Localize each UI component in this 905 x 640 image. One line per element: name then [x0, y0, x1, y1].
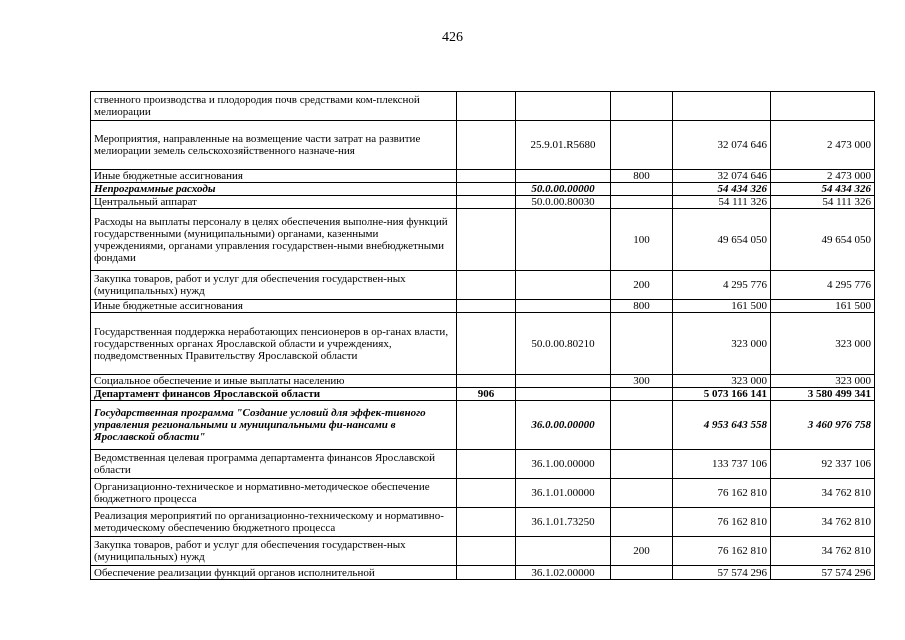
row-amount-2: 34 762 810 [771, 508, 875, 537]
row-name: Расходы на выплаты персоналу в целях обеспечения выполне-ния функций государственными (муниципальными) органами, казенными учреждениями, органами управления государствен-ными внебюджетными фондами [91, 209, 457, 271]
row-gr-code [457, 92, 516, 121]
row-name: Иные бюджетные ассигнования [91, 300, 457, 313]
row-amount-1: 76 162 810 [673, 508, 771, 537]
row-name: Закупка товаров, работ и услуг для обеспечения государствен-ных (муниципальных) нужд [91, 537, 457, 566]
table-row [91, 450, 875, 479]
row-gr-code [457, 566, 516, 580]
row-expense-type: 200 [611, 537, 673, 566]
row-name: Социальное обеспечение и иные выплаты населению [91, 375, 457, 388]
row-amount-1: 32 074 646 [673, 121, 771, 170]
row-gr-code [457, 313, 516, 375]
table-row [91, 183, 875, 196]
row-name: Государственная программа "Создание условий для эффек-тивного управления региональными и муниципальными фи-нансами в Ярославской области" [91, 401, 457, 450]
row-amount-1: 54 111 326 [673, 196, 771, 209]
row-amount-1: 49 654 050 [673, 209, 771, 271]
row-target-code [516, 388, 611, 401]
row-amount-1: 323 000 [673, 375, 771, 388]
row-gr-code [457, 401, 516, 450]
row-name: Государственная поддержка неработающих пенсионеров в ор-ганах власти, государственных органах Ярославской области и учреждениях, подведомственных Правительству Ярославской области [91, 313, 457, 375]
row-expense-type [611, 313, 673, 375]
page-number: 426 [442, 30, 463, 45]
row-gr-code [457, 450, 516, 479]
row-amount-2: 323 000 [771, 375, 875, 388]
table-row [91, 196, 875, 209]
row-gr-code [457, 183, 516, 196]
row-gr-code [457, 209, 516, 271]
row-amount-2: 161 500 [771, 300, 875, 313]
row-target-code: 36.0.00.00000 [516, 401, 611, 450]
row-name: Центральный аппарат [91, 196, 457, 209]
row-target-code: 50.0.00.00000 [516, 183, 611, 196]
row-expense-type: 100 [611, 209, 673, 271]
row-amount-1: 4 295 776 [673, 271, 771, 300]
row-target-code: 25.9.01.R5680 [516, 121, 611, 170]
row-gr-code: 906 [457, 388, 516, 401]
row-amount-1 [673, 92, 771, 121]
row-target-code: 36.1.01.00000 [516, 479, 611, 508]
row-name: Закупка товаров, работ и услуг для обеспечения государствен-ных (муниципальных) нужд [91, 271, 457, 300]
row-amount-1: 76 162 810 [673, 479, 771, 508]
row-expense-type [611, 183, 673, 196]
table-row [91, 566, 875, 580]
row-amount-1: 323 000 [673, 313, 771, 375]
row-amount-2 [771, 92, 875, 121]
row-gr-code [457, 375, 516, 388]
row-expense-type [611, 479, 673, 508]
table-row [91, 375, 875, 388]
row-amount-2: 2 473 000 [771, 170, 875, 183]
row-expense-type [611, 196, 673, 209]
row-name: Мероприятия, направленные на возмещение части затрат на развитие мелиорации земель сельскохозяйственного назначе-ния [91, 121, 457, 170]
row-name: Непрограммные расходы [91, 183, 457, 196]
row-amount-2: 54 434 326 [771, 183, 875, 196]
table-row [91, 479, 875, 508]
row-name: Обеспечение реализации функций органов исполнительной [91, 566, 457, 580]
row-target-code [516, 300, 611, 313]
row-gr-code [457, 196, 516, 209]
row-gr-code [457, 479, 516, 508]
row-gr-code [457, 508, 516, 537]
table-row [91, 401, 875, 450]
row-target-code: 50.0.00.80210 [516, 313, 611, 375]
row-target-code [516, 92, 611, 121]
row-gr-code [457, 121, 516, 170]
row-gr-code [457, 271, 516, 300]
row-expense-type: 800 [611, 300, 673, 313]
table-row [91, 313, 875, 375]
row-target-code [516, 209, 611, 271]
row-amount-2: 92 337 106 [771, 450, 875, 479]
row-target-code: 36.1.01.73250 [516, 508, 611, 537]
table-row [91, 92, 875, 121]
row-amount-2: 3 460 976 758 [771, 401, 875, 450]
row-amount-1: 54 434 326 [673, 183, 771, 196]
row-amount-1: 32 074 646 [673, 170, 771, 183]
row-name: Реализация мероприятий по организационно-техническому и нормативно-методическому обеспечению бюджетного процесса [91, 508, 457, 537]
budget-table-body [91, 92, 875, 580]
row-name: Организационно-техническое и нормативно-методическое обеспечение бюджетного процесса [91, 479, 457, 508]
row-gr-code [457, 300, 516, 313]
row-target-code: 36.1.02.00000 [516, 566, 611, 580]
row-amount-1: 4 953 643 558 [673, 401, 771, 450]
table-row [91, 209, 875, 271]
row-amount-2: 57 574 296 [771, 566, 875, 580]
row-gr-code [457, 537, 516, 566]
row-amount-2: 34 762 810 [771, 537, 875, 566]
row-amount-1: 5 073 166 141 [673, 388, 771, 401]
table-row [91, 300, 875, 313]
table-row [91, 537, 875, 566]
row-amount-1: 57 574 296 [673, 566, 771, 580]
row-amount-2: 323 000 [771, 313, 875, 375]
row-target-code [516, 170, 611, 183]
row-expense-type [611, 388, 673, 401]
row-target-code [516, 375, 611, 388]
row-amount-1: 76 162 810 [673, 537, 771, 566]
row-expense-type [611, 401, 673, 450]
row-amount-2: 3 580 499 341 [771, 388, 875, 401]
row-name: ственного производства и плодородия почв средствами ком-плексной мелиорации [91, 92, 457, 121]
row-amount-2: 49 654 050 [771, 209, 875, 271]
row-amount-2: 54 111 326 [771, 196, 875, 209]
row-target-code: 36.1.00.00000 [516, 450, 611, 479]
row-amount-2: 4 295 776 [771, 271, 875, 300]
row-target-code: 50.0.00.80030 [516, 196, 611, 209]
row-amount-1: 133 737 106 [673, 450, 771, 479]
budget-table [90, 91, 875, 580]
row-expense-type [611, 121, 673, 170]
table-row [91, 121, 875, 170]
table-row [91, 508, 875, 537]
table-row [91, 170, 875, 183]
row-expense-type [611, 92, 673, 121]
row-expense-type: 300 [611, 375, 673, 388]
row-expense-type: 200 [611, 271, 673, 300]
row-amount-1: 161 500 [673, 300, 771, 313]
row-expense-type [611, 450, 673, 479]
table-row [91, 388, 875, 401]
row-target-code [516, 271, 611, 300]
row-expense-type: 800 [611, 170, 673, 183]
row-expense-type [611, 508, 673, 537]
row-amount-2: 34 762 810 [771, 479, 875, 508]
row-gr-code [457, 170, 516, 183]
row-expense-type [611, 566, 673, 580]
table-row [91, 271, 875, 300]
row-amount-2: 2 473 000 [771, 121, 875, 170]
row-name: Департамент финансов Ярославской области [91, 388, 457, 401]
row-name: Иные бюджетные ассигнования [91, 170, 457, 183]
row-target-code [516, 537, 611, 566]
row-name: Ведомственная целевая программа департамента финансов Ярославской области [91, 450, 457, 479]
